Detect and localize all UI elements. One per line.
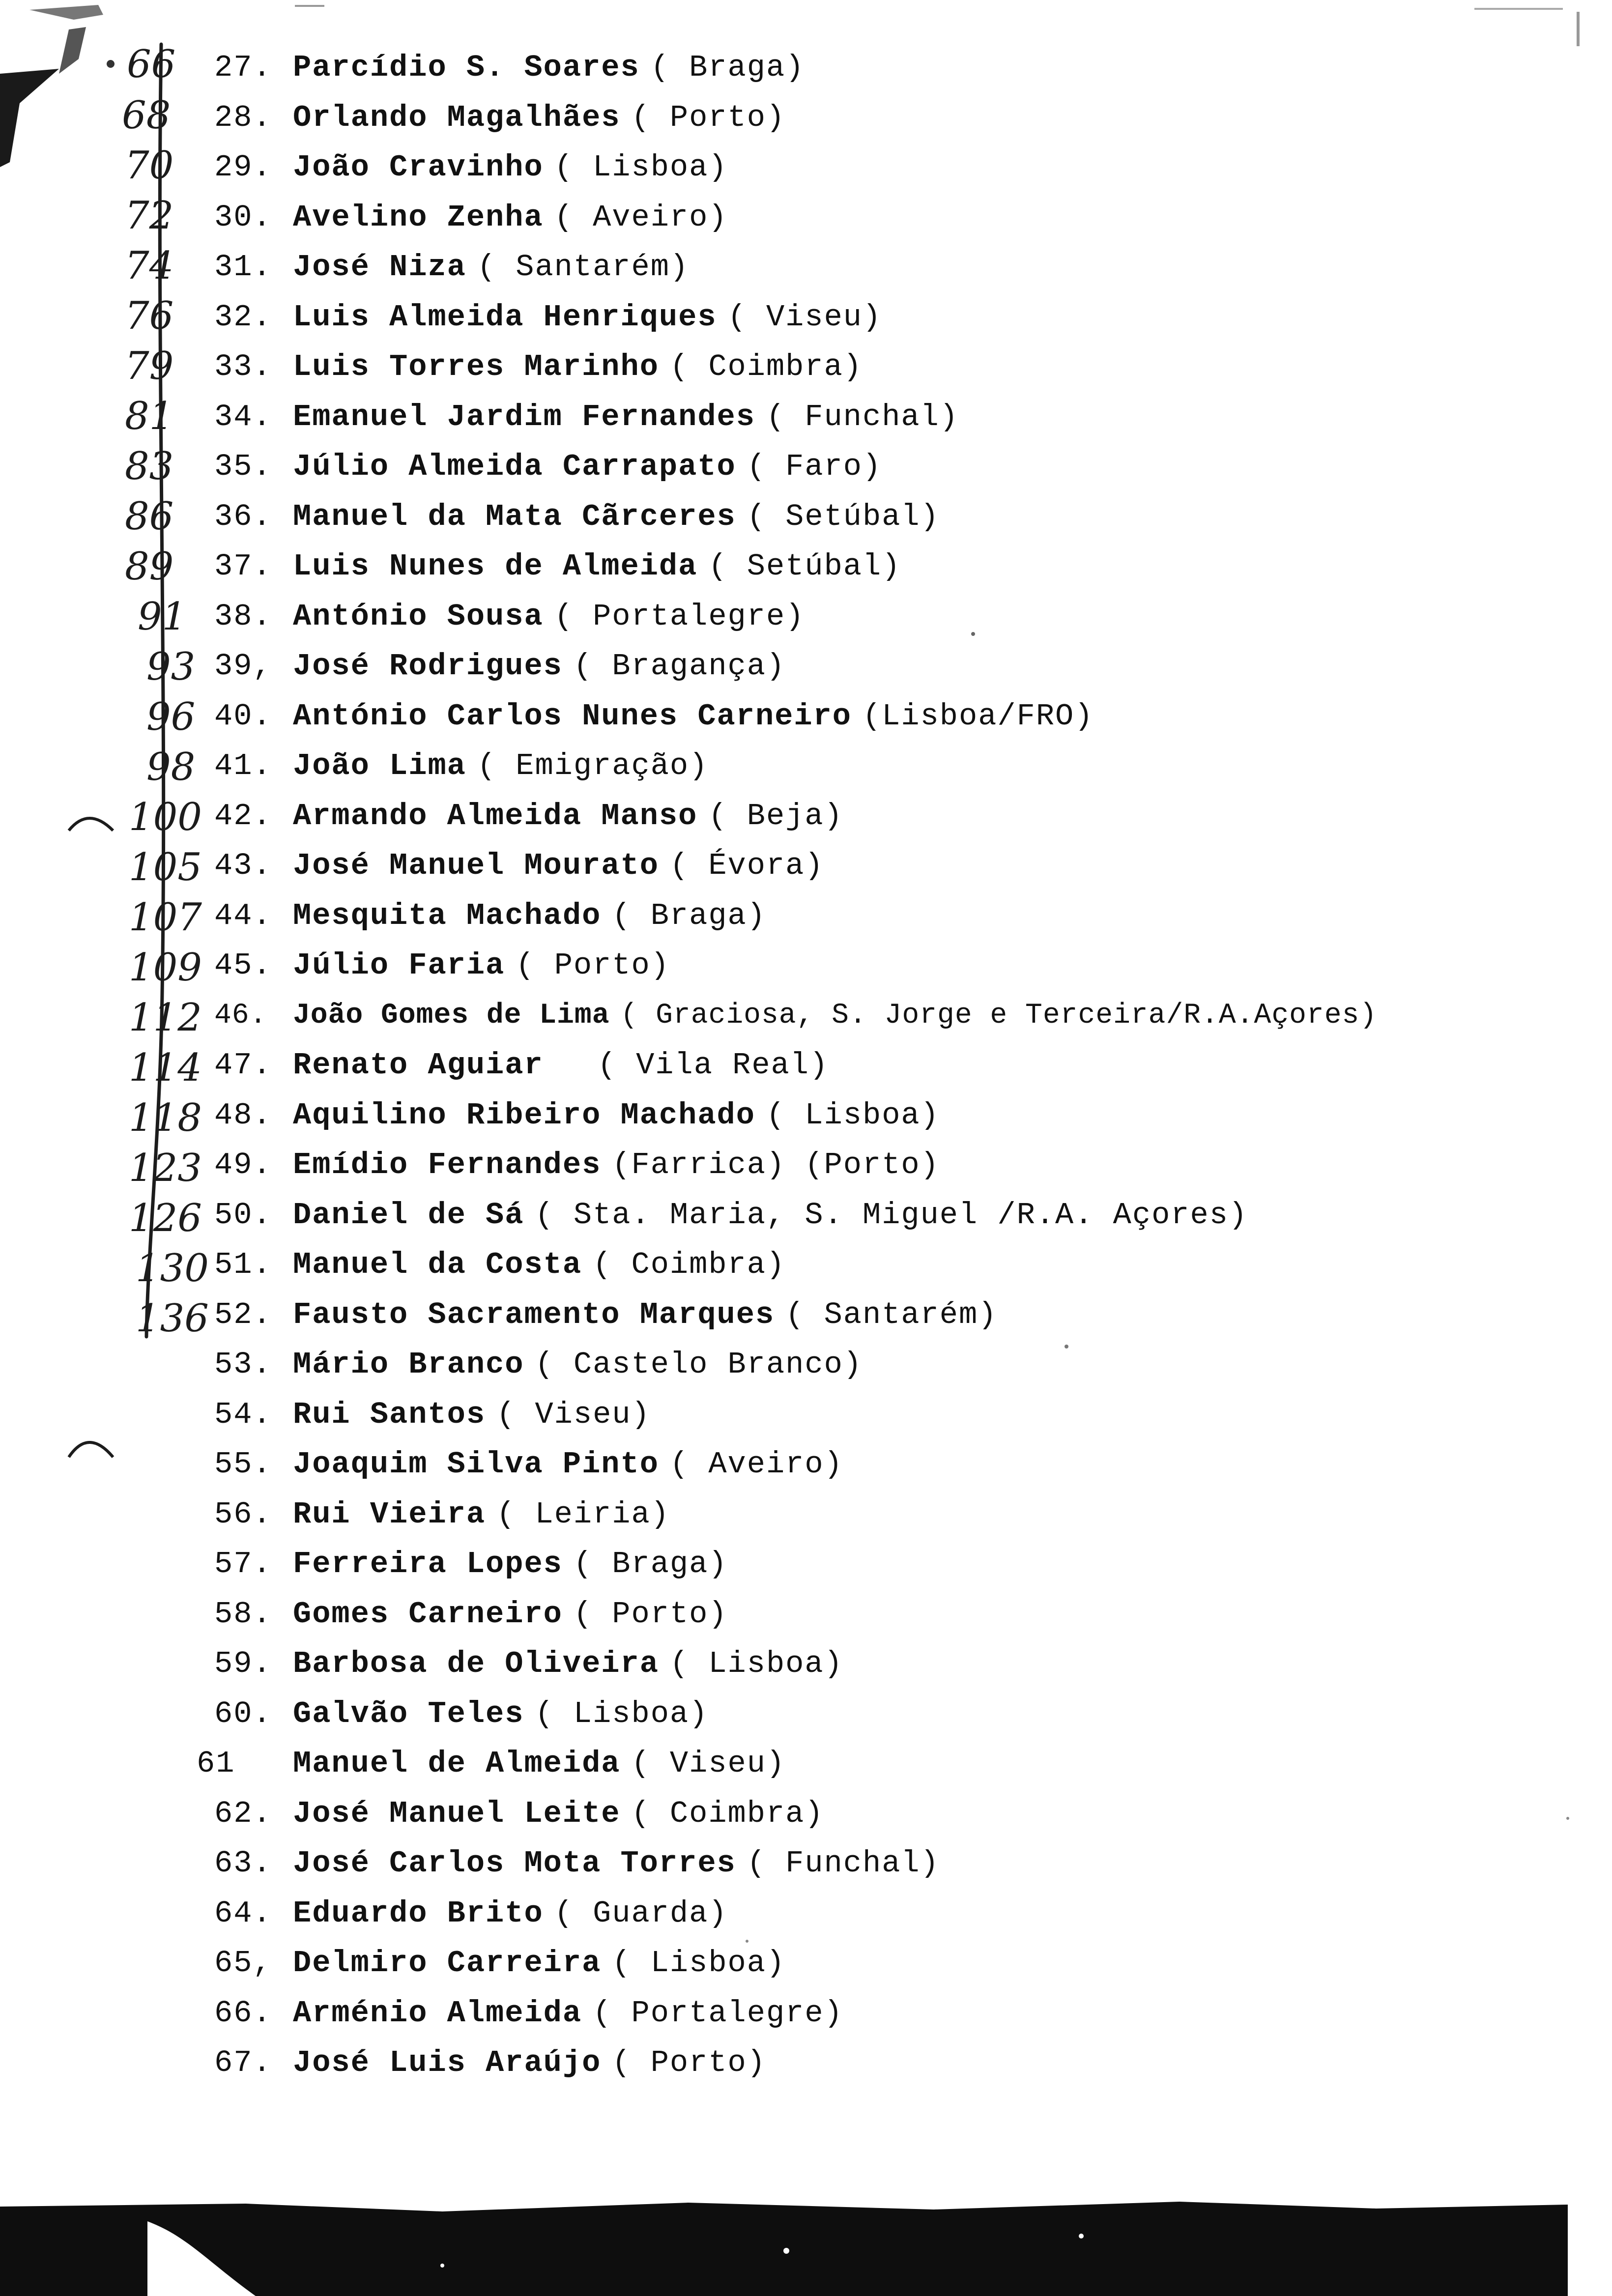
item-name: Rui Vieira <box>293 1496 486 1532</box>
list-item <box>214 47 1377 97</box>
list-item <box>214 1544 1377 1594</box>
list-item <box>214 1294 1377 1345</box>
item-region: ( Lisboa) <box>554 150 728 185</box>
item-name: José Luis Araújo <box>293 2045 602 2080</box>
item-name: Manuel da Mata Cãrceres <box>293 499 736 534</box>
item-region: ( Santarém) <box>785 1297 998 1332</box>
item-name: António Sousa <box>293 599 544 634</box>
margin-note: 74 <box>125 244 174 288</box>
item-region: ( Lisboa) <box>612 1946 786 1980</box>
item-region: ( Funchal) <box>766 399 959 434</box>
list-item <box>214 546 1377 596</box>
item-region: ( Beja) <box>708 798 843 833</box>
list-item <box>214 1594 1377 1644</box>
list-item <box>214 1095 1377 1145</box>
list-item <box>214 2042 1377 2093</box>
margin-note: 79 <box>125 344 174 388</box>
item-name: Avelino Zenha <box>293 200 544 235</box>
item-region: ( Porto) <box>516 948 670 983</box>
item-region: ( Coimbra) <box>593 1247 786 1282</box>
item-name: Mário Branco <box>293 1347 524 1382</box>
item-name: Orlando Magalhães <box>293 100 621 135</box>
item-name: José Rodrigues <box>293 649 563 684</box>
item-region: ( Viseu) <box>631 1746 786 1781</box>
item-name: Arménio Almeida <box>293 1995 582 2031</box>
item-name: António Carlos Nunes Carneiro <box>293 698 852 734</box>
item-number: 59. <box>214 1646 272 1681</box>
item-name: João Cravinho <box>293 150 544 185</box>
margin-note: 109 <box>129 946 202 990</box>
list-item <box>214 1893 1377 1943</box>
item-region: ( Lisboa) <box>535 1696 709 1731</box>
margin-note: 130 <box>136 1246 209 1291</box>
margin-note: 100 <box>129 795 202 839</box>
item-region: ( Castelo Branco) <box>535 1347 863 1382</box>
item-name: Aquilino Ribeiro Machado <box>293 1097 755 1133</box>
item-number: 53. <box>214 1347 272 1382</box>
item-region: ( Guarda) <box>554 1895 728 1931</box>
item-name: Eduardo Brito <box>293 1895 544 1931</box>
item-number: 43. <box>214 848 272 883</box>
item-number: 32. <box>214 299 272 335</box>
list-item <box>214 397 1377 447</box>
item-region: ( Viseu) <box>727 299 882 335</box>
item-name: Parcídio S. Soares <box>293 50 640 85</box>
item-number: 42. <box>214 798 272 833</box>
item-region: ( Setúbal) <box>747 499 940 534</box>
margin-note: 72 <box>125 194 174 238</box>
margin-note: 86 <box>125 494 174 539</box>
item-region: ( Évora) <box>669 848 824 883</box>
item-number: 65, <box>214 1946 272 1980</box>
item-region: ( Lisboa) <box>669 1646 843 1681</box>
item-region: ( Coimbra) <box>669 349 863 384</box>
item-region: ( Braga) <box>573 1547 728 1581</box>
item-name: Emanuel Jardim Fernandes <box>293 399 755 434</box>
item-region: ( Portalegre) <box>554 599 805 634</box>
margin-note: 91 <box>138 595 187 639</box>
item-number: 44. <box>214 898 272 933</box>
margin-note: 105 <box>129 845 202 890</box>
item-region: ( Aveiro) <box>669 1447 843 1482</box>
list-item <box>214 496 1377 546</box>
item-region: ( Sta. Maria, S. Miguel /R.A. Açores) <box>535 1197 1248 1233</box>
list-item <box>214 746 1377 796</box>
list-item <box>214 596 1377 646</box>
margin-note: 81 <box>125 394 174 438</box>
item-number: 30. <box>214 200 272 235</box>
list-item <box>214 1145 1377 1195</box>
item-name: José Carlos Mota Torres <box>293 1846 736 1881</box>
item-name: Renato Aguiar <box>293 1048 544 1083</box>
item-number: 63. <box>214 1846 272 1881</box>
item-name: José Manuel Leite <box>293 1796 621 1831</box>
item-region: ( Braga) <box>612 898 766 933</box>
item-name: Daniel de Sá <box>293 1197 524 1233</box>
list-item <box>214 1693 1377 1744</box>
list-item <box>214 1444 1377 1494</box>
item-region: (Farrica) (Porto) <box>612 1148 940 1182</box>
item-name: João Lima <box>293 748 466 783</box>
item-name: Fausto Sacramento Marques <box>293 1297 775 1332</box>
list-item <box>214 1843 1377 1893</box>
list-item <box>214 646 1377 696</box>
item-region: ( Bragança) <box>573 649 786 684</box>
margin-note: 126 <box>129 1196 202 1240</box>
item-region: ( Faro) <box>747 449 882 484</box>
item-number: 64. <box>214 1895 272 1931</box>
list-item <box>214 446 1377 496</box>
margin-note: 76 <box>125 294 174 338</box>
item-number: 55. <box>214 1447 272 1482</box>
list-item <box>214 845 1377 895</box>
item-number: 29. <box>214 150 272 185</box>
item-number: 58. <box>214 1596 272 1632</box>
item-number: 48. <box>214 1097 272 1133</box>
handwritten-margin-notes <box>0 0 211 1376</box>
item-name: Joaquim Silva Pinto <box>293 1447 659 1482</box>
item-region: ( Portalegre) <box>593 1995 843 2031</box>
item-number: 50. <box>214 1197 272 1233</box>
item-name: José Manuel Mourato <box>293 848 659 883</box>
list-item <box>214 1943 1377 1993</box>
list-item <box>214 895 1377 946</box>
item-name: Rui Santos <box>293 1397 486 1432</box>
item-name: Luis Nunes de Almeida <box>293 549 698 584</box>
item-number: 40. <box>214 698 272 734</box>
item-region: ( Lisboa) <box>766 1097 940 1133</box>
margin-note: 83 <box>125 444 174 488</box>
list-item <box>214 1494 1377 1544</box>
list-item <box>214 147 1377 197</box>
item-name: Manuel da Costa <box>293 1247 582 1282</box>
item-name: Júlio Almeida Carrapato <box>293 449 736 484</box>
item-number: 49. <box>214 1148 272 1182</box>
list-item <box>214 995 1377 1045</box>
item-number: 39, <box>214 649 272 684</box>
item-number: 51. <box>214 1247 272 1282</box>
item-number: 33. <box>214 349 272 384</box>
margin-pencil-mark <box>64 1428 118 1467</box>
item-number: 47. <box>214 1048 272 1083</box>
item-number: 67. <box>214 2045 272 2080</box>
margin-note: 112 <box>129 996 202 1040</box>
item-number: 38. <box>214 599 272 634</box>
item-number: 45. <box>214 948 272 983</box>
margin-note: 68 <box>122 93 171 138</box>
candidate-list <box>197 47 1378 2093</box>
list-item <box>214 1344 1377 1394</box>
item-region: ( Setúbal) <box>708 549 901 584</box>
item-name: Júlio Faria <box>293 948 505 983</box>
list-item <box>214 945 1377 995</box>
item-number: 52. <box>214 1297 272 1332</box>
item-number: 27. <box>214 50 272 85</box>
item-name: Barbosa de Oliveira <box>293 1646 659 1681</box>
list-item <box>214 1793 1377 1843</box>
list-item <box>214 1045 1377 1095</box>
item-region: ( Emigração) <box>477 748 709 783</box>
item-region: ( Viseu) <box>496 1397 651 1432</box>
item-region: ( Braga) <box>650 50 805 85</box>
list-item <box>197 1743 1377 1793</box>
item-name: Armando Almeida Manso <box>293 798 698 833</box>
item-name: Galvão Teles <box>293 1696 524 1731</box>
list-item <box>214 1993 1377 2043</box>
item-number: 66. <box>214 1995 272 2031</box>
list-item <box>214 297 1377 347</box>
item-name: Delmiro Carreira <box>293 1946 602 1980</box>
margin-note: 98 <box>146 745 196 789</box>
list-item <box>214 1195 1377 1245</box>
item-region: ( Leiria) <box>496 1496 670 1532</box>
margin-note: 114 <box>129 1046 202 1090</box>
list-item <box>214 97 1377 147</box>
margin-note: 123 <box>129 1146 202 1190</box>
item-number: 54. <box>214 1397 272 1432</box>
item-region: ( Porto) <box>573 1596 728 1632</box>
item-region: ( Santarém) <box>477 250 690 285</box>
scan-shadow-bottom <box>0 2192 1612 2296</box>
item-name: Manuel de Almeida <box>293 1746 621 1781</box>
item-name: Ferreira Lopes <box>293 1547 563 1581</box>
item-name: Gomes Carneiro <box>293 1596 563 1632</box>
item-number: 56. <box>214 1496 272 1532</box>
item-region: (Lisboa/FRO) <box>862 698 1094 734</box>
list-item <box>214 346 1377 397</box>
item-number: 41. <box>214 748 272 783</box>
margin-note: 66 <box>127 42 176 86</box>
item-name: João Gomes de Lima <box>293 999 610 1032</box>
item-region: ( Aveiro) <box>554 200 728 235</box>
margin-note: 70 <box>125 144 174 188</box>
item-region: ( Funchal) <box>747 1846 940 1881</box>
margin-note: 89 <box>125 545 174 589</box>
item-number: 37. <box>214 549 272 584</box>
item-region: ( Graciosa, S. Jorge e Terceira/R.A.Açores) <box>620 999 1378 1032</box>
item-region: ( Porto) <box>612 2045 766 2080</box>
item-number: 34. <box>214 399 272 434</box>
item-number: 46. <box>214 999 267 1032</box>
margin-note: 96 <box>146 695 196 739</box>
list-item <box>214 796 1377 846</box>
item-number: 28. <box>214 100 272 135</box>
item-region: ( Porto) <box>631 100 786 135</box>
item-number: 31. <box>214 250 272 285</box>
list-item <box>214 1643 1377 1693</box>
item-number: 62. <box>214 1796 272 1831</box>
list-item <box>214 197 1377 247</box>
margin-note: 118 <box>129 1096 202 1140</box>
margin-note: 136 <box>136 1296 209 1341</box>
item-region: ( Coimbra) <box>631 1796 824 1831</box>
item-name: Luis Almeida Henriques <box>293 299 717 335</box>
item-name: José Niza <box>293 250 466 285</box>
margin-note: 93 <box>146 645 196 689</box>
list-item <box>214 1244 1377 1294</box>
margin-note: 107 <box>129 895 202 940</box>
item-number: 36. <box>214 499 272 534</box>
list-item <box>214 1394 1377 1444</box>
item-number: 35. <box>214 449 272 484</box>
item-number: 60. <box>214 1696 272 1731</box>
list-item <box>214 247 1377 297</box>
item-name: Mesquita Machado <box>293 898 602 933</box>
item-region: ( Vila Real) <box>597 1048 829 1083</box>
item-name: Emídio Fernandes <box>293 1148 602 1182</box>
item-number: 57. <box>214 1547 272 1581</box>
item-number: 61 <box>197 1746 235 1781</box>
list-item <box>214 696 1377 746</box>
item-name: Luis Torres Marinho <box>293 349 659 384</box>
